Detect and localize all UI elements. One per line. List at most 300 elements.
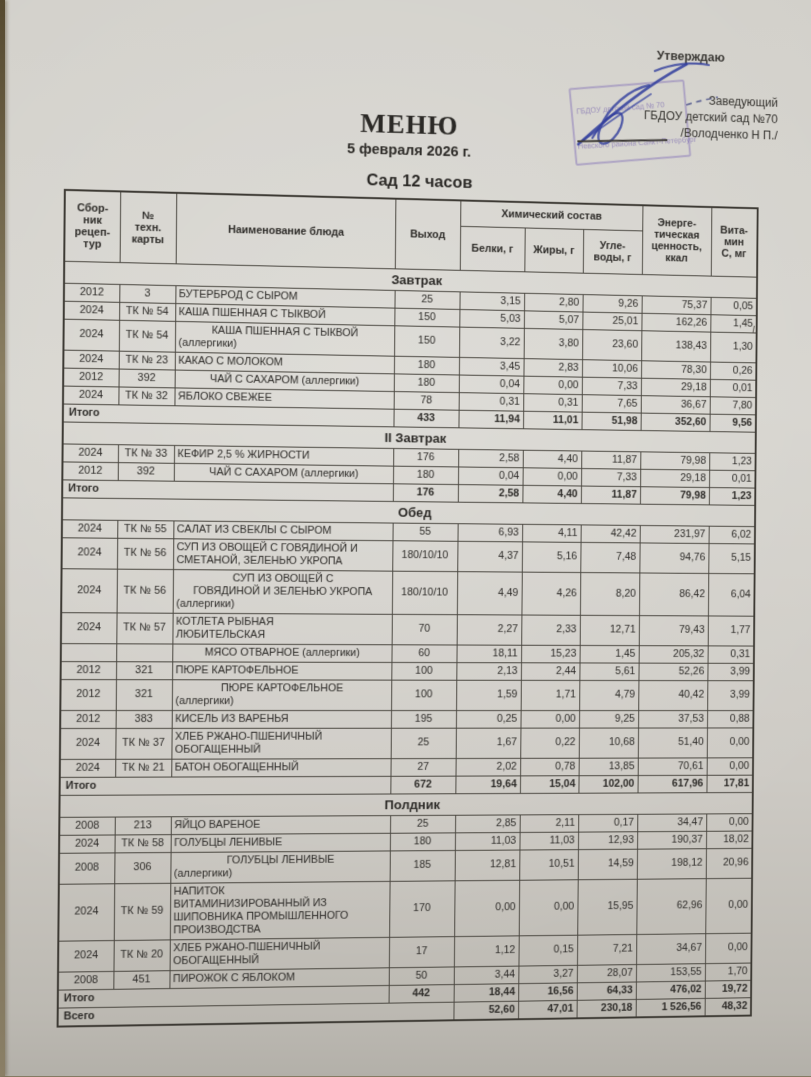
dish-name: СУП ИЗ ОВОЩЕЙ С ГОВЯДИНОЙ И СМЕТАНОЙ, ЗЕЛЕНЬЮ УКРОПА [176,540,358,567]
cell-out: 176 [393,448,458,466]
cell-c: 1,45 [580,645,639,663]
cell-card: ТК № 33 [118,444,174,463]
cell-out: 180/10/10 [392,571,457,615]
cell-vc: 17,81 [706,775,752,793]
dish-name: ГОЛУБЦЫ ЛЕНИВЫЕ [226,853,335,866]
cell-f: 11,01 [523,411,582,429]
cell-f: 2,11 [520,814,579,832]
cell-f: 2,83 [523,358,582,377]
menu-row [60,679,753,710]
cell-c: 11,87 [581,486,640,504]
cell-vc: 0,26 [710,362,756,380]
cell-f: 1,71 [521,680,580,710]
cell-year: 2024 [63,319,119,351]
cell-vc: 5,15 [708,543,755,573]
cell-vc: 7,80 [710,396,756,414]
cell-dish-name [171,815,390,834]
cell-p: 3,22 [459,327,524,359]
cell-c: 7,21 [577,934,636,965]
cell-vc: 0,31 [708,645,754,663]
cell-kcal: 37,53 [638,710,707,727]
cell-year: 2012 [60,679,116,710]
cell-dish-name [171,728,391,759]
cell-p: 1,67 [456,728,521,758]
cell-p: 3,15 [459,291,524,310]
cell-year: 2008 [59,852,115,883]
menu-row [61,661,754,680]
cell-vc: 3,99 [707,680,754,710]
cell-dish-name [172,710,391,728]
cell-year: 2024 [62,443,118,462]
cell-dish-name [170,881,390,940]
cell-vc: 3,99 [707,663,753,680]
dish-name: КОТЛЕТА РЫБНАЯ ЛЮБИТЕЛЬСКАЯ [175,615,274,641]
cell-vc: 18,02 [706,831,752,849]
col-header-protein: Белки, г [460,226,525,271]
cell-card: ТК № 59 [114,883,171,940]
pen-mark: І. [751,324,758,337]
cell-out: 180/10/10 [392,540,457,571]
cell-f: 0,00 [521,710,580,728]
cell-dish-name [171,833,390,852]
dish-name: ПИРОЖОК С ЯБЛОКОМ [172,971,295,985]
cell-card: 213 [115,816,171,834]
cell-out: 442 [389,984,454,1003]
cell-out: 195 [391,710,456,728]
cell-c: 42,42 [581,524,640,542]
menu-row [58,878,752,941]
cell-dish-name [173,520,392,540]
dish-name: ЯБЛОКО СВЕЖЕЕ [177,389,272,404]
cell-p: 18,44 [454,983,519,1002]
cell-p: 12,81 [455,850,520,881]
dish-name: ХЛЕБ РЖАНО-ПШЕНИЧНЫЙ ОБОГАЩЕННЫЙ [173,940,321,967]
cell-c: 23,60 [582,329,641,360]
cell-out: 180 [393,466,458,484]
cell-c: 51,98 [582,412,641,430]
cell-card: ТК № 57 [116,612,172,643]
col-header-carb: Угле- воды, г [583,229,642,274]
cell-p: 2,27 [457,614,522,645]
dish-name: БУТЕРБРОД С СЫРОМ [178,287,298,303]
total-label: Итого [60,776,391,795]
cell-year: 2012 [60,710,116,728]
cell-out: 70 [392,614,457,645]
approver-role: Заведующий [708,94,778,110]
cell-f: 4,40 [523,450,582,468]
cell-out: 78 [394,391,459,410]
cell-dish-name [172,661,391,679]
cell-p: 2,85 [455,814,520,832]
col-header-vitc: Вита- мин С, мг [711,207,758,277]
cell-year: 2024 [63,386,119,405]
cell-p: 4,49 [457,571,522,614]
cell-c: 28,07 [577,964,636,982]
cell-year: 2024 [61,568,117,612]
cell-f: 0,31 [523,393,582,411]
cell-card: ТК № 56 [117,538,173,569]
dish-name: НАПИТОК ВИТАМИНИЗИРОВАННЫЙ ИЗ ШИПОВНИКА ПРОМЫШЛЕННОГО ПРОИЗВОДСТВА [173,884,349,936]
cell-out: 176 [393,483,458,501]
cell-out: 60 [391,644,456,662]
cell-out: 100 [391,662,456,680]
cell-p: 52,60 [453,1001,518,1020]
cell-kcal: 138,43 [641,330,710,361]
approve-label: Утверждаю [656,47,725,65]
cell-kcal: 34,47 [637,813,706,831]
cell-kcal: 231,97 [640,525,709,543]
cell-kcal: 78,30 [641,360,710,379]
cell-vc: 0,01 [709,470,755,488]
cell-c: 0,17 [578,814,637,832]
cell-f: 47,01 [518,1000,577,1019]
cell-p: 2,58 [458,484,523,502]
cell-f: 3,80 [524,328,583,359]
dish-name: СУП ИЗ ОВОЩЕЙ С ГОВЯДИНОЙ И ЗЕЛЕНЬЮ УКРОПА [193,571,373,598]
cell-kcal: 79,98 [640,486,709,504]
cell-f: 5,07 [524,310,583,329]
cell-p: 11,03 [455,832,520,850]
cell-c: 11,87 [581,451,640,469]
cell-c: 9,26 [583,294,642,313]
cell-out: 180 [394,356,459,375]
cell-f: 0,22 [520,728,579,758]
col-header-fat: Жиры, г [524,227,583,272]
cell-c: 13,85 [579,758,638,776]
dish-name: ГОЛУБЦЫ ЛЕНИВЫЕ [174,835,283,849]
cell-p: 0,00 [454,880,519,936]
dish-name: КИСЕЛЬ ИЗ ВАРЕНЬЯ [175,712,289,725]
cell-dish-name [171,758,390,776]
cell-kcal: 153,55 [636,963,705,981]
cell-card: 392 [118,462,174,481]
cell-kcal: 70,61 [638,757,707,775]
cell-c: 102,00 [578,775,637,793]
cell-p: 19,64 [455,775,520,793]
cell-kcal: 205,32 [639,645,708,663]
menu-row [61,568,754,615]
cell-p: 1,59 [456,680,521,710]
cell-kcal: 75,37 [642,295,711,314]
cell-card: ТК № 32 [118,386,174,405]
cell-kcal: 40,42 [638,680,707,710]
cell-year: 2024 [64,301,120,320]
cell-kcal: 94,76 [639,542,708,573]
cell-card: ТК № 23 [119,351,175,370]
cell-p: 0,25 [456,710,521,728]
dish-name: БАТОН ОБОГАЩЕННЫЙ [174,760,299,774]
dish-name: ЧАЙ С САХАРОМ (аллергики) [209,465,359,480]
cell-kcal: 476,02 [636,981,705,999]
dish-name: КАША ПШЕННАЯ С ТЫКВОЙ [211,324,359,339]
cell-vc: 0,01 [710,379,756,397]
dish-name-note: (аллергики) [175,694,234,707]
cell-c: 230,18 [577,999,636,1018]
cell-card: ТК № 54 [119,320,175,352]
menu-row [60,710,753,728]
dish-name: ПЮРЕ КАРТОФЕЛЬНОЕ [220,681,344,694]
grand-total-label: Всего [58,1002,454,1026]
cell-card: 321 [116,679,172,710]
cell-vc: 0,00 [706,813,752,831]
cell-card: ТК № 58 [115,834,171,852]
cell-vc: 0,88 [707,710,753,727]
dish-name: МЯСО ОТВАРНОЕ (аллергики) [204,646,360,659]
cell-kcal: 617,96 [638,775,707,793]
cell-dish-name [170,850,390,882]
cell-p: 0,31 [459,392,524,411]
col-header-card: № техн. карты [120,191,177,263]
section-title: Полдник [59,792,752,817]
cell-p: 2,02 [456,758,521,776]
cell-year: 2012 [64,283,120,302]
cell-c: 10,68 [579,728,638,758]
cell-f: 4,11 [522,524,581,542]
cell-kcal: 36,67 [641,395,710,414]
cell-kcal: 86,42 [639,572,708,615]
cell-f: 0,15 [518,935,577,966]
cell-card: ТК № 20 [113,939,169,971]
menu-row [60,757,753,777]
cell-f: 0,78 [520,758,579,776]
cell-vc: 0,00 [705,878,752,933]
cell-p: 3,44 [454,966,519,984]
cell-out: 180 [390,832,455,850]
cell-f: 15,04 [520,775,579,793]
col-header-dish: Наименование блюда [176,193,396,268]
cell-year: 2008 [59,817,115,835]
total-label: Итого [63,404,394,427]
cell-c: 7,48 [580,542,639,573]
cell-year: 2024 [60,728,116,759]
cell-year: 2024 [58,883,114,940]
dish-name: ЧАЙ С САХАРОМ (аллергики) [209,372,360,388]
cell-dish-name [173,538,392,570]
cell-year: 2012 [61,661,117,679]
cell-vc: 1,70 [705,963,751,981]
cell-year: 2012 [63,368,119,387]
cell-c: 4,79 [579,680,638,710]
section-title: II Завтрак [63,421,756,452]
cell-p: 18,11 [456,645,521,663]
cell-out: 100 [391,680,456,710]
col-header-kcal: Энерге- тическая ценность, ккал [642,205,711,275]
cell-dish-name [172,613,391,645]
cell-kcal: 162,26 [641,313,710,332]
cell-p: 1,12 [454,935,519,966]
cell-vc: 0,00 [707,727,754,757]
cell-out: 150 [394,308,459,327]
cell-year [61,643,117,661]
cell-vc: 1,30 [710,332,757,363]
cell-dish-name [170,937,390,970]
cell-c: 7,33 [582,377,641,395]
cell-kcal: 29,18 [640,469,709,487]
cell-c: 10,06 [582,359,641,378]
cell-p: 11,94 [458,410,523,429]
cell-f: 15,23 [521,645,580,663]
col-header-chem: Химический состав [460,200,642,230]
cell-out: 25 [391,728,456,758]
cell-p: 3,45 [459,357,524,376]
cell-card: ТК № 55 [117,520,173,538]
cell-f: 2,33 [521,615,580,645]
cell-p: 0,04 [459,375,524,394]
menu-row [61,612,754,645]
cell-card: ТК № 56 [117,569,173,613]
cell-vc: 0,05 [711,297,757,315]
menu-row [60,727,753,758]
cell-out: 25 [390,815,455,833]
cell-out: 672 [390,776,455,794]
cell-f: 2,44 [521,662,580,680]
menu-row [61,643,754,663]
cell-card: 3 [119,284,175,303]
cell-kcal: 52,26 [638,663,707,681]
section-title: Завтрак [64,261,757,298]
cell-year: 2008 [58,971,114,990]
cell-out: 180 [394,373,459,392]
cell-kcal: 1 526,56 [636,998,705,1017]
stamp-text-line2: Невского района Санкт-Петербург [577,134,697,151]
cell-c: 9,25 [579,710,638,727]
dish-name-note: (аллергики) [173,866,233,880]
cell-dish-name [173,569,393,614]
dish-name-note: (аллергики) [176,597,235,610]
cell-c: 7,65 [582,394,641,412]
dish-name: САЛАТ ИЗ СВЕКЛЫ С СЫРОМ [176,522,332,537]
cell-f: 10,51 [519,849,578,880]
dish-name: КЕФИР 2,5 % ЖИРНОСТИ [177,447,310,462]
cell-card: ТК № 54 [119,302,175,321]
cell-out: 17 [389,936,454,967]
cell-f: 2,80 [524,293,583,312]
cell-card: 383 [116,710,172,728]
cell-kcal: 29,18 [641,378,710,397]
cell-f: 0,00 [523,376,582,395]
cell-year: 2024 [62,519,118,537]
cell-c: 5,61 [579,662,638,680]
cell-out: 185 [390,850,455,881]
cell-kcal: 352,60 [641,413,710,431]
cell-vc: 1,77 [708,615,755,645]
cell-p: 6,93 [458,523,523,541]
cell-c: 12,71 [580,615,639,645]
cell-vc: 19,72 [705,980,751,998]
cell-c: 25,01 [582,312,641,331]
cell-dish-name [172,644,391,662]
menu-row [62,537,755,573]
cell-c: 7,33 [581,468,640,486]
cell-card: 321 [116,661,172,679]
cell-out: 150 [394,325,459,357]
cell-year: 2024 [59,834,115,852]
cell-c: 12,93 [578,831,637,849]
cell-out: 25 [395,290,460,309]
cell-vc: 6,02 [709,526,755,544]
cell-f: 4,26 [521,572,580,615]
cell-card: 451 [113,970,169,989]
approver-org: ГБДОУ детский сад №70 [643,108,778,127]
col-header-recipes: Сбор- ник рецеп- тур [64,190,120,262]
cell-year: 2024 [62,537,118,568]
cell-year: 2024 [61,612,117,643]
cell-year: 2024 [58,940,114,972]
table-surface-edge [0,0,5,1076]
cell-f: 16,56 [518,982,577,1000]
cell-f: 0,00 [519,879,578,935]
menu-date: 5 февраля 2026 г. [347,140,472,161]
page-title: МЕНЮ [360,108,459,142]
cell-out: 170 [389,880,454,937]
cell-kcal: 62,96 [636,878,705,934]
section-title: Обед [62,497,755,526]
cell-year: 2024 [63,350,119,369]
cell-kcal: 190,37 [637,831,706,849]
dish-name-note: (аллергики) [178,336,237,350]
cell-year: 2012 [62,461,118,480]
total-label: Итого [62,479,393,501]
cell-c: 15,95 [577,879,637,935]
cell-out: 50 [389,966,454,985]
cell-vc: 48,32 [705,997,751,1016]
cell-kcal: 79,43 [639,615,708,645]
cell-p: 5,03 [459,309,524,328]
cell-card: ТК № 21 [115,759,171,777]
cell-out: 27 [391,758,456,776]
cell-p: 2,13 [456,662,521,680]
cell-out: 55 [393,523,458,541]
dish-name: КАША ПШЕННАЯ С ТЫКВОЙ [178,305,326,321]
cell-vc: 20,96 [706,848,753,878]
cell-c: 64,33 [577,982,636,1000]
dish-name: ХЛЕБ РЖАНО-ПШЕНИЧНЫЙ ОБОГАЩЕННЫЙ [174,730,323,756]
cell-dish-name [175,321,394,356]
cell-vc: 9,56 [710,414,756,432]
col-header-out: Выход [395,199,461,270]
approver-name: /Володченко Н П./ [680,126,778,143]
cell-vc: 1,45 [710,314,756,332]
cell-f: 5,16 [522,541,581,572]
cell-p: 0,04 [458,466,523,484]
dish-name: ЯЙЦО ВАРЕНОЕ [174,818,261,831]
cell-vc: 1,23 [709,452,755,470]
menu-table [57,189,759,1027]
cell-c: 8,20 [580,572,639,615]
cell-f: 0,00 [523,467,582,485]
cell-vc: 6,04 [708,573,755,616]
cell-kcal: 198,12 [637,848,706,879]
cell-year: 2024 [60,759,116,777]
cell-f: 3,27 [518,965,577,983]
dish-name: ПЮРЕ КАРТОФЕЛЬНОЕ [175,663,299,677]
menu-subtitle: Сад 12 часов [366,170,473,192]
cell-card: 392 [119,369,175,388]
cell-p: 2,58 [458,449,523,467]
cell-card [116,643,172,661]
cell-kcal: 79,98 [640,451,709,469]
cell-f: 4,40 [522,485,581,503]
dish-name: КАКАО С МОЛОКОМ [178,354,283,368]
cell-c: 14,59 [578,849,637,880]
cell-card: 306 [114,852,170,883]
cell-kcal: 34,67 [636,933,705,964]
total-label: Итого [58,985,389,1008]
cell-vc: 0,00 [707,757,753,774]
cell-out: 433 [393,409,458,428]
cell-vc: 0,00 [705,933,752,963]
cell-p: 4,37 [457,541,522,572]
